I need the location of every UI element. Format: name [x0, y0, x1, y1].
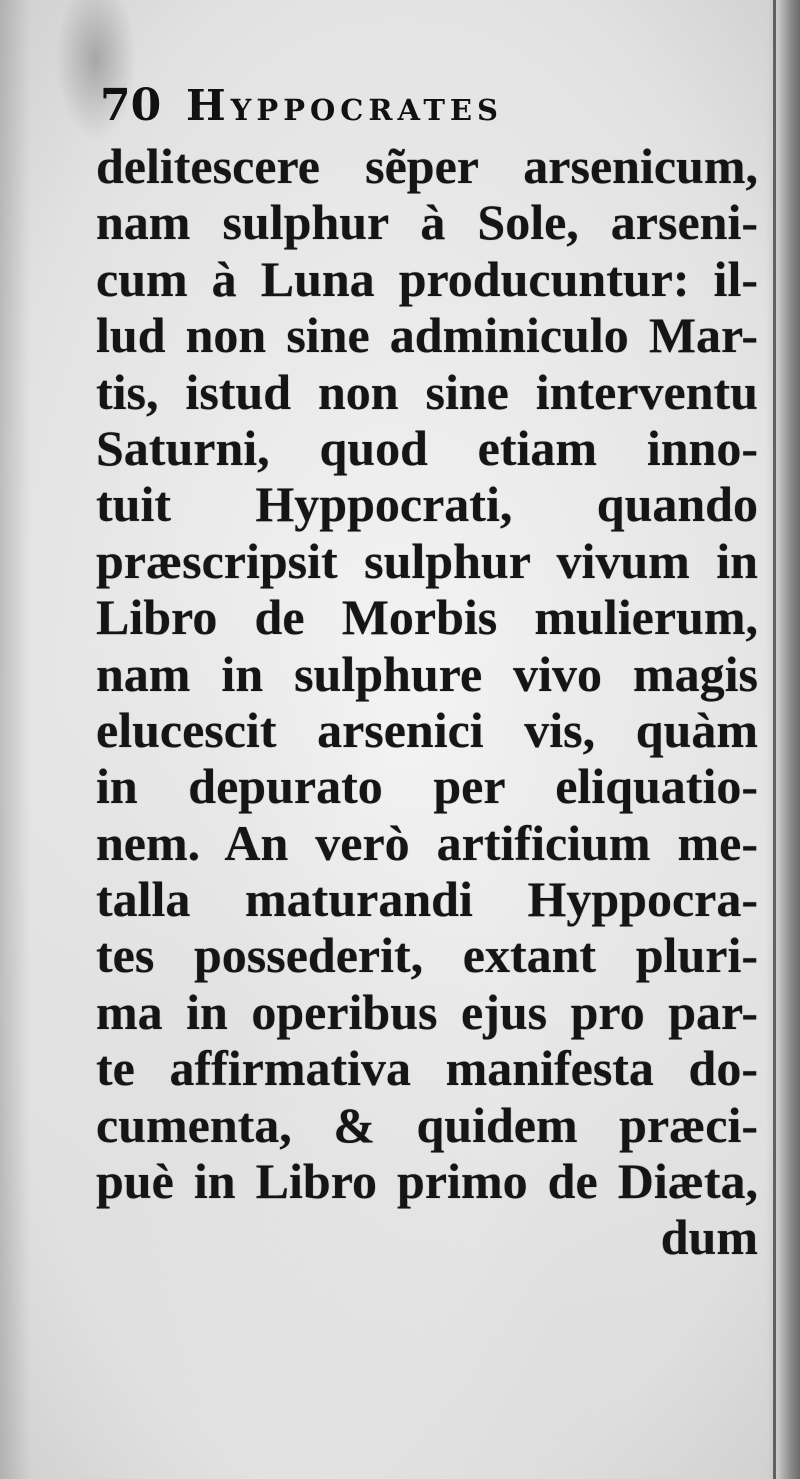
text-line: Libro de Morbis mulierum, — [96, 589, 758, 646]
binding-gutter — [766, 0, 800, 1479]
text-line: tuit Hyppocrati, quando — [96, 476, 758, 533]
text-line: cumenta, & quidem præci- — [96, 1096, 758, 1153]
text-line: te affirmativa manifesta do- — [96, 1040, 758, 1097]
page-edge-line — [773, 0, 776, 1479]
running-head: Hyppocrates — [186, 81, 503, 130]
text-line: nam in sulphure vivo magis — [96, 645, 758, 702]
body-text — [96, 138, 758, 1266]
text-line: puè in Libro primo de Diæta, — [96, 1153, 758, 1210]
page-header — [100, 74, 700, 138]
text-line: lud non sine adminiculo Mar- — [96, 307, 758, 364]
text-line: ma in operibus ejus pro par- — [96, 983, 758, 1040]
text-line: nam sulphur à Sole, arseni- — [96, 194, 758, 251]
page-shadow — [0, 0, 30, 1479]
text-line: Saturni, quod etiam inno- — [96, 419, 758, 476]
text-line: cum à Luna producuntur: il- — [96, 250, 758, 307]
text-line: delitescere sẽper arsenicum, — [96, 138, 758, 194]
text-line: tes possederit, extant pluri- — [96, 927, 758, 984]
text-line: talla maturandi Hyppocra- — [96, 871, 758, 928]
text-line: nem. An verò artificium me- — [96, 814, 758, 871]
text-line: præscripsit sulphur vivum in — [96, 532, 758, 589]
catchword: dum — [660, 1209, 758, 1266]
text-line: in depurato per eliquatio- — [96, 758, 758, 815]
page-number: 70 — [100, 80, 162, 131]
text-line: tis, istud non sine interventu — [96, 363, 758, 420]
text-line: elucescit arsenici vis, quàm — [96, 701, 758, 758]
